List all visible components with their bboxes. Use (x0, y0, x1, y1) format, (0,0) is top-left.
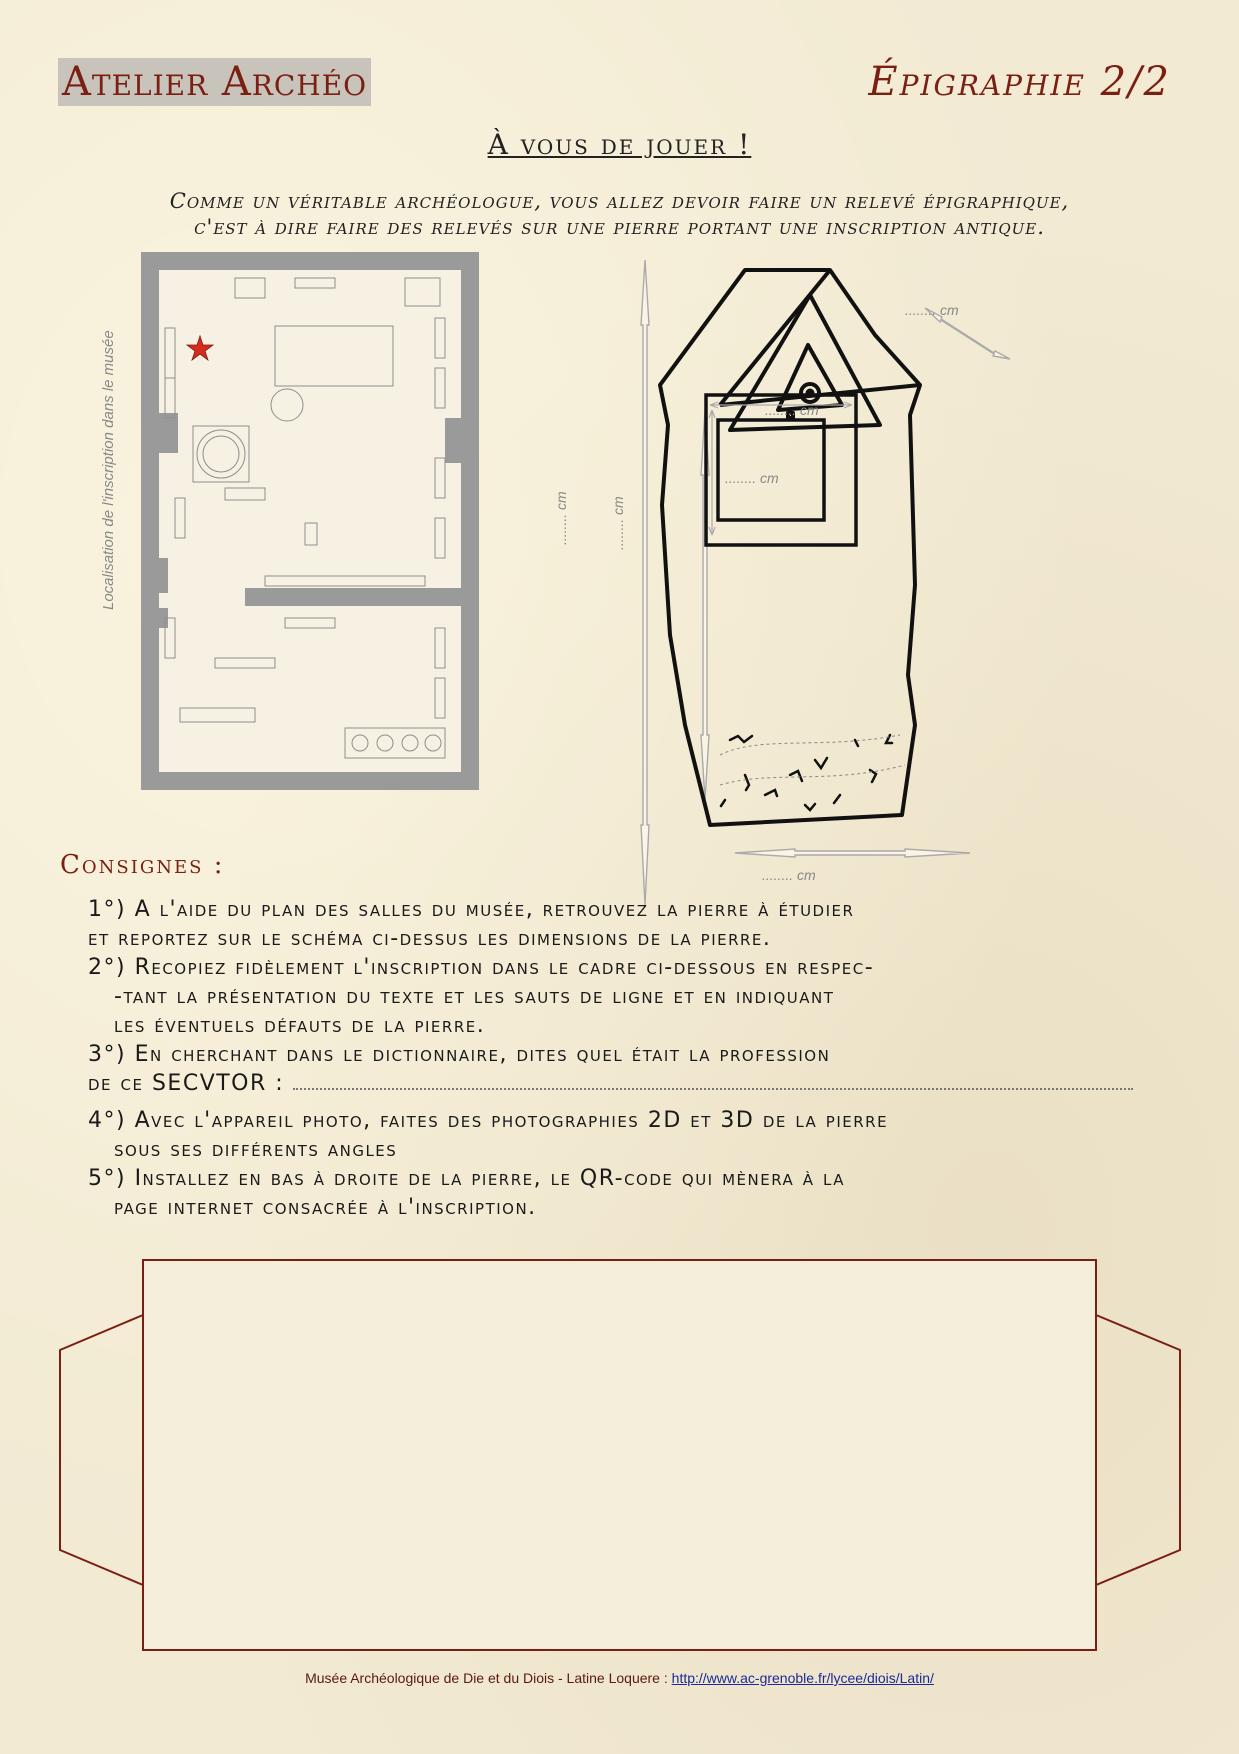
footer: Musée Archéologique de Die et du Diois - Latine Loquere : http://www.ac-grenoble.fr/lycee/diois/Latin/ (305, 1670, 934, 1686)
intro-text: Comme un véritable archéologue, vous allez devoir faire un relevé épigraphique, c'est à dire faire des relevés sur une pierre portant une inscription antique. (169, 189, 1070, 239)
inscription-copy-frame[interactable] (55, 1255, 1185, 1655)
consigne-4: 4°) Avec l'appareil photo, faites des photographies 2D et 3D de la pierre sous ses différents angles (88, 1108, 889, 1162)
consignes-title: Consignes : (60, 850, 225, 880)
label-height-outer-cm: ........ cm (553, 491, 569, 545)
map-caption: Localisation de l'inscription dans le musée (100, 330, 117, 610)
header-left-title: Atelier Archéo (58, 58, 371, 106)
museum-map (145, 258, 475, 790)
label-frame-width-cm: ........ cm (765, 402, 819, 418)
label-bottom-cm: ........ cm (762, 867, 816, 883)
label-frame-height-cm: ........ cm (725, 470, 779, 486)
label-height-inner-cm: ........ cm (610, 496, 626, 550)
subtitle: À vous de jouer ! (487, 128, 752, 161)
label-top-cm: ........ cm (905, 302, 959, 318)
consignes-list (88, 895, 1158, 1222)
consigne-2: 2°) Recopiez fidèlement l'inscription dans le cadre ci-dessous en respec- -tant la présentation du texte et les sauts de ligne et en indiquant les éventuels défauts de la pierre. (88, 955, 875, 1038)
left-handle (60, 1315, 143, 1585)
header-right-title: Épigraphie 2/2 (868, 59, 1171, 105)
consigne-3: 3°) En cherchant dans le dictionnaire, dites quel était la profession de ce SECVTOR : (88, 1040, 1158, 1098)
stone-diagram (553, 255, 1050, 905)
answer-dotted-line[interactable] (293, 1070, 1133, 1090)
consigne-1: 1°) A l'aide du plan des salles du musée, retrouvez la pierre à étudier et reportez sur le schéma ci-dessus les dimensions de la pierre. (88, 897, 855, 951)
footer-link[interactable]: http://www.ac-grenoble.fr/lycee/diois/Latin/ (671, 1670, 934, 1686)
right-handle (1096, 1315, 1180, 1585)
consigne-5: 5°) Installez en bas à droite de la pierre, le QR-code qui mènera à la page internet consacrée à l'inscription. (88, 1166, 845, 1220)
